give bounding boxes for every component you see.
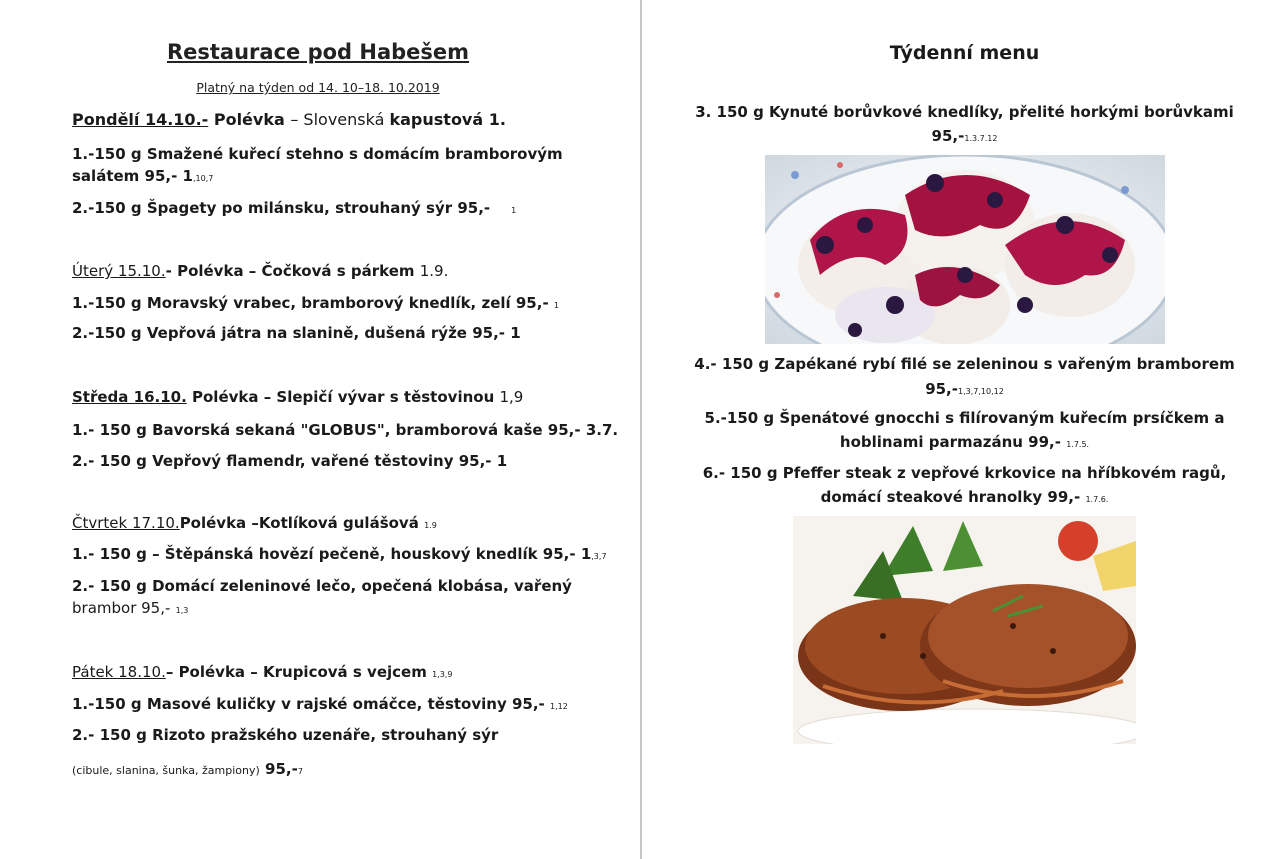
monday-day-label: Pondělí 14.10.- [72,110,209,129]
tuesday-soup: - Polévka – Čočková s párkem [165,262,420,280]
monday-soup-name: kapustová 1. [389,110,506,129]
thursday-item-1: 1.- 150 g – Štěpánská hovězí pečeně, houskový knedlík 95,- 1,3,7 [72,545,607,563]
wednesday-item-1: 1.- 150 g Bavorská sekaná "GLOBUS", bramborová kaše 95,- 3.7. [72,421,619,439]
monday-soup-prefix: Polévka [208,110,291,129]
item-6-allergens: 1.7.6. [1085,495,1109,504]
friday-item-2-note: (cibule, slanina, šunka, žampiony) 95,-7 [72,760,303,778]
monday-soup-dash: – Slovenská [290,110,390,129]
item-4-text: 4.- 150 g Zapékané rybí filé se zeleninou s vařeným bramborem [694,355,1235,373]
item-4-price-line [642,380,1287,398]
friday-item-2-allergens: 7 [297,767,303,776]
item-3-text: 3. 150 g Kynuté borůvkové knedlíky, přelité horkými borůvkami [695,103,1234,121]
thursday-soup: Polévka –Kotlíková gulášová [179,514,425,532]
monday-item-1: 1.-150 g Smažené kuřecí stehno s domácím bramborovým [72,145,563,163]
thursday-item-2: 2.- 150 g Domácí zeleninové lečo, opečená klobása, vařený [72,577,572,595]
friday-soup-allergens: 1,3,9 [432,670,453,679]
friday-item-1: 1.-150 g Masové kuličky v rajské omáčce, těstoviny 95,- 1,12 [72,695,568,713]
wednesday-item-2: 2.- 150 g Vepřový flamendr, vařené těstoviny 95,- 1 [72,452,508,470]
thursday-item-2-cont: brambor 95,- 1,3 [72,599,189,617]
item-4-allergens: 1,3,7,10,12 [958,387,1004,396]
restaurant-title: Restaurace pod Habešem [166,40,470,64]
tuesday-header-line [72,262,448,280]
thursday-item-2-allergens: 1,3 [175,606,189,615]
monday-item-2: 2.-150 g Špagety po milánsku, strouhaný sýr 95,- 1 [72,199,517,217]
wednesday-header-line [72,388,523,406]
blueberry-dumplings-illustration [765,155,1165,344]
monday-item-1-allergens: ,10,7 [192,174,214,183]
steak-illustration [793,516,1136,744]
item-5-price-line: hoblinami parmazánu 99,- 1.7.5. [839,433,1090,451]
item-5-allergens: 1.7.5. [1066,440,1090,449]
thursday-item-1-allergens: ,3,7 [591,552,607,561]
right-page [642,0,1287,859]
item-3-price: 95,- [931,127,965,145]
tuesday-item-1: 1.-150 g Moravský vrabec, bramborový knedlík, zelí 95,- 1 [72,294,559,312]
tuesday-day-label: Úterý 15.10. [72,262,166,280]
thursday-header-line [72,514,437,532]
wednesday-day-label: Středa 16.10. [72,388,187,406]
item-5-text: 5.-150 g Špenátové gnocchi s filírovaným kuřecím prsíčkem a [704,409,1225,427]
monday-item-2-allergens: 1 [511,206,517,215]
item-4-price: 95,- [925,380,958,398]
wednesday-soup-allergens: 1,9 [499,388,524,406]
item-6-price-line: domácí steakové hranolky 99,- 1.7.6. [820,488,1109,506]
monday-header-line [72,110,506,129]
friday-day-label: Pátek 18.10. [72,663,166,681]
item-3-price-line [642,127,1287,145]
validity-subtitle: Platný na týden od 14. 10–18. 10.2019 [196,80,440,95]
tuesday-soup-allergens: 1.9. [419,262,449,280]
friday-item-1-allergens: 1,12 [549,702,568,711]
left-page [0,0,640,859]
friday-header-line [72,663,452,681]
friday-item-2: 2.- 150 g Rizoto pražského uzenáře, strouhaný sýr [72,726,499,744]
item-6-text: 6.- 150 g Pfeffer steak z vepřové krkovice na hříbkovém ragů, [702,464,1227,482]
weekly-menu-title: Týdenní menu [889,42,1040,64]
pfeffer-steak-photo [793,516,1136,744]
tuesday-item-2: 2.-150 g Vepřová játra na slanině, dušená rýže 95,- 1 [72,324,521,342]
item-3-allergens: 1.3.7.12 [964,134,998,143]
friday-item-2-price: 95,- [265,760,298,778]
thursday-soup-allergens: 1.9 [424,521,437,530]
thursday-day-label: Čtvrtek 17.10. [72,514,180,532]
friday-soup: – Polévka – Krupicová s vejcem [165,663,433,681]
monday-item-1-cont: salátem 95,- 1,10,7 [72,167,214,185]
tuesday-item-1-allergens: 1 [553,301,559,310]
wednesday-soup: Polévka – Slepičí vývar s těstovinou [186,388,500,406]
blueberry-dumplings-photo [765,155,1165,344]
